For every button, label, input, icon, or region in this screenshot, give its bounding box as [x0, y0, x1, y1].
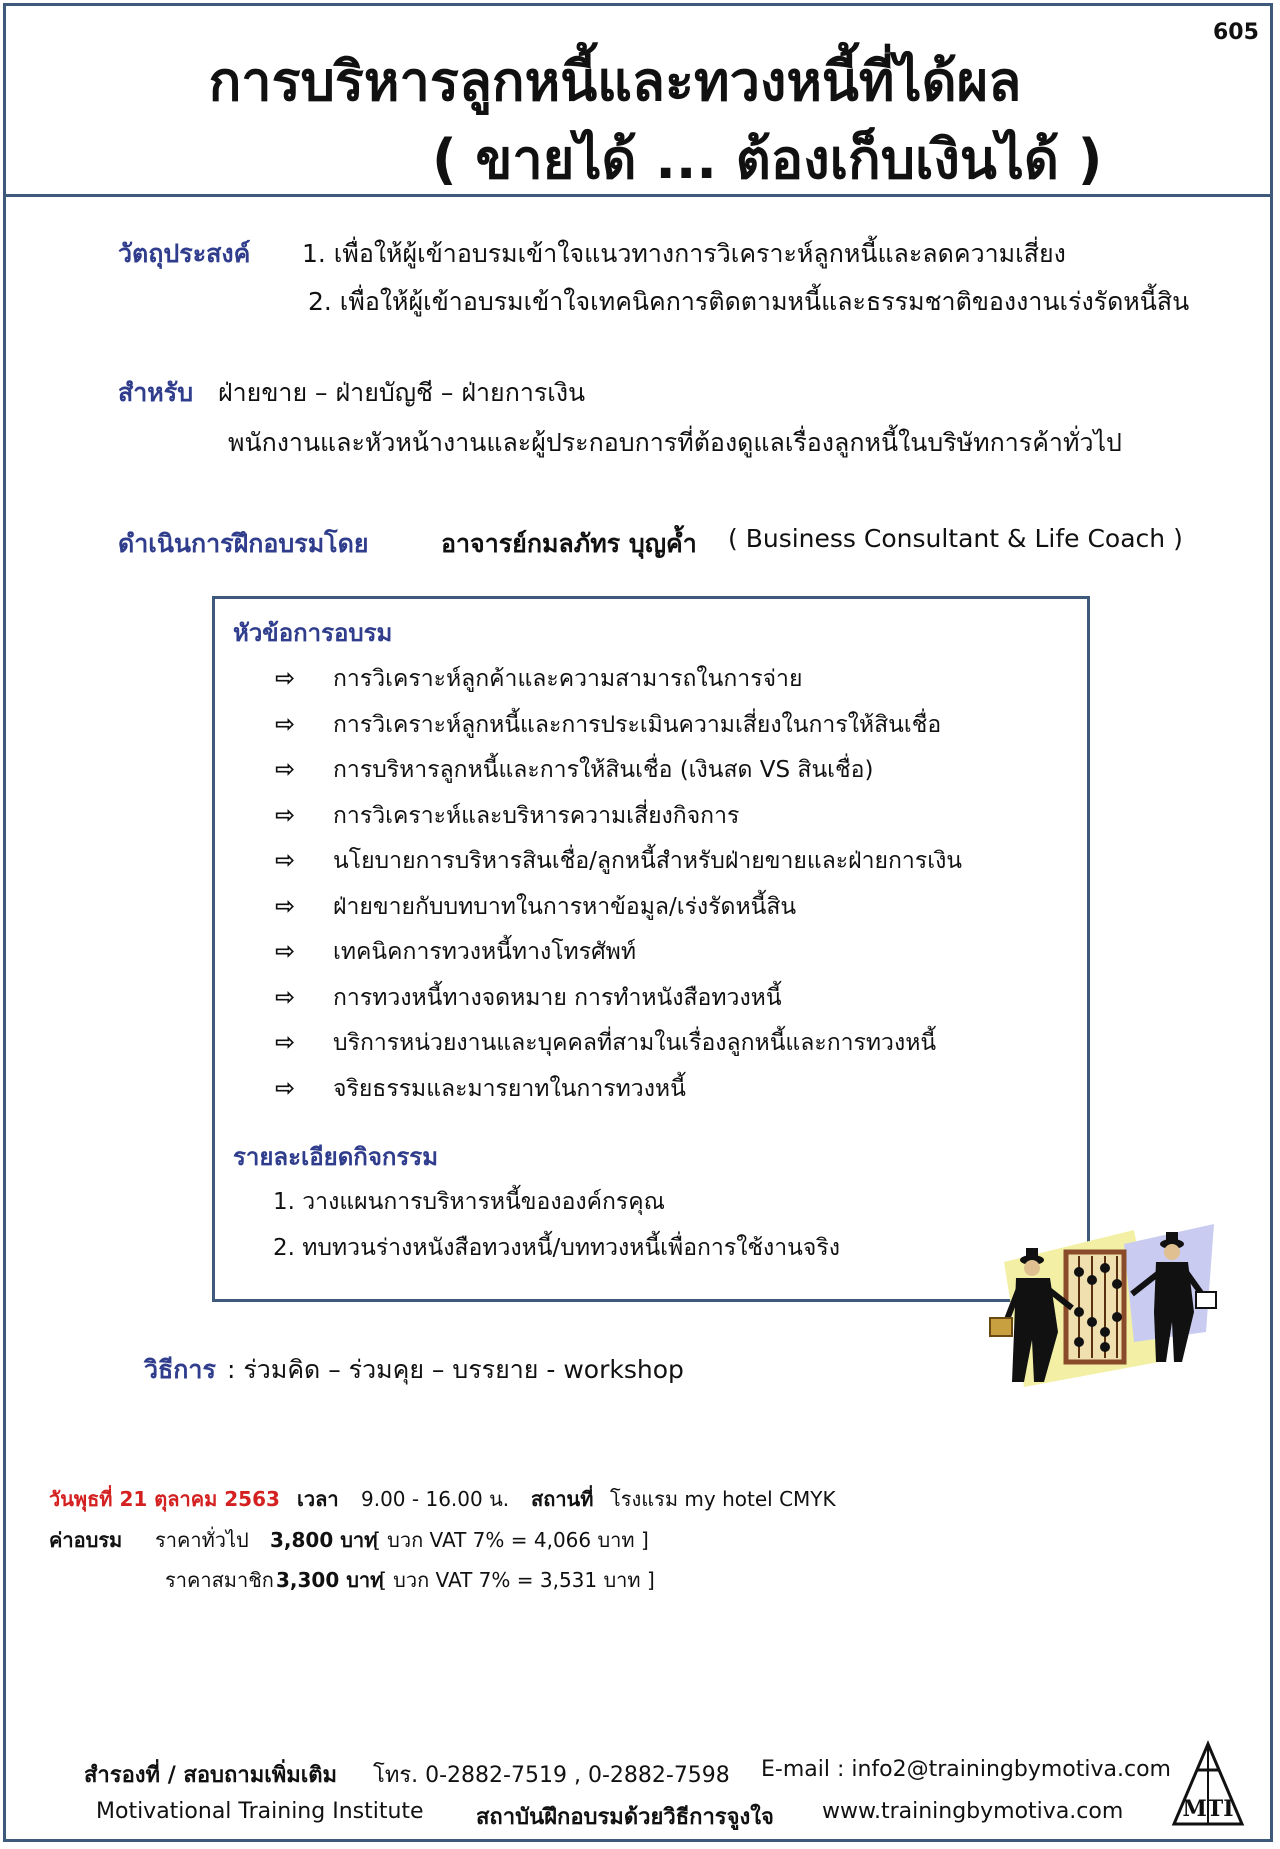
- place-label: สถานที่: [531, 1487, 594, 1511]
- general-price-label: ราคาทั่วไป: [155, 1528, 249, 1552]
- topic-text: เทคนิคการทวงหนี้ทางโทรศัพท์: [333, 939, 636, 965]
- trainer-name: อาจารย์กมลภัทร บุญค้ำ: [441, 529, 697, 558]
- method-label: วิธีการ: [144, 1355, 216, 1384]
- topic-item: [275, 707, 941, 737]
- arrow-right-icon: ⇨: [275, 846, 296, 874]
- arrow-right-icon: ⇨: [275, 1028, 296, 1056]
- trainer-role: ( Business Consultant & Life Coach ): [728, 524, 1183, 553]
- audience-line-1: ฝ่ายขาย – ฝ่ายบัญชี – ฝ่ายการเงิน: [218, 378, 586, 407]
- member-price: 3,300 บาท: [276, 1568, 384, 1592]
- objectives-label: วัตถุประสงค์: [118, 239, 251, 268]
- topic-item: [275, 752, 873, 782]
- topic-text: ฝ่ายขายกับบทบาทในการหาข้อมูล/เร่งรัดหนี้สิน: [333, 893, 797, 920]
- objective-1: 1. เพื่อให้ผู้เข้าอบรมเข้าใจแนวทางการวิเคราะห์ลูกหนี้และลดความเสี่ยง: [302, 239, 1066, 268]
- fee-label: ค่าอบรม: [49, 1528, 123, 1552]
- general-price-vat: [ บวก VAT 7% = 4,066 บาท ]: [373, 1528, 649, 1552]
- course-outline-box: [212, 596, 1090, 1302]
- activity-2: 2. ทบทวนร่างหนังสือทวงหนี้/บททวงหนี้เพื่อการใช้งานจริง: [273, 1235, 840, 1261]
- contact-phone: โทร. 0-2882-7519 , 0-2882-7598: [373, 1763, 730, 1788]
- place-value: โรงแรม my hotel CMYK: [610, 1487, 836, 1511]
- arrow-right-icon: ⇨: [275, 709, 296, 738]
- page-title: การบริหารลูกหนี้และทวงหนี้ที่ได้ผล: [208, 50, 1022, 113]
- contact-email[interactable]: E-mail : info2@trainingbymotiva.com: [761, 1757, 1171, 1782]
- activities-heading: รายละเอียดกิจกรรม: [233, 1143, 439, 1171]
- topic-text: บริการหน่วยงานและบุคคลที่สามในเรื่องลูกหนี้และการทวงหนี้: [333, 1030, 937, 1056]
- member-price-vat: [ บวก VAT 7% = 3,531 บาท ]: [379, 1568, 655, 1592]
- topic-item: [275, 934, 636, 964]
- topic-text: การวิเคราะห์ลูกค้าและความสามารถในการจ่าย: [333, 666, 803, 692]
- topic-text: การบริหารลูกหนี้และการให้สินเชื่อ (เงินสด VS สินเชื่อ): [333, 757, 874, 783]
- topic-text: การวิเคราะห์ลูกหนี้และการประเมินความเสี่ยงในการให้สินเชื่อ: [333, 711, 942, 738]
- arrow-right-icon: ⇨: [275, 1073, 296, 1102]
- topic-item: [275, 889, 796, 919]
- arrow-right-icon: ⇨: [275, 800, 296, 829]
- mti-logo: [1168, 1740, 1248, 1830]
- arrow-right-icon: ⇨: [275, 755, 296, 783]
- org-name-th: สถาบันฝึกอบรมด้วยวิธีการจูงใจ: [476, 1805, 774, 1830]
- topic-item: [275, 980, 782, 1010]
- activity-1: 1. วางแผนการบริหารหนี้ขององค์กรคุณ: [273, 1189, 665, 1215]
- document-number: 605: [1213, 20, 1259, 45]
- audience-line-2: พนักงานและหัวหน้างานและผู้ประกอบการที่ต้องดูแลเรื่องลูกหนี้ในบริษัทการค้าทั่วไป: [228, 428, 1122, 457]
- topic-text: การทวงหนี้ทางจดหมาย การทำหนังสือทวงหนี้: [333, 984, 782, 1011]
- topic-item: [275, 843, 962, 873]
- topic-item: [275, 661, 802, 691]
- arrow-right-icon: ⇨: [275, 937, 296, 965]
- topic-item: [275, 1025, 936, 1055]
- method-text: : ร่วมคิด – ร่วมคุย – บรรยาย - workshop: [227, 1355, 684, 1384]
- general-price: 3,800 บาท: [270, 1528, 378, 1552]
- audience-label: สำหรับ: [118, 378, 194, 407]
- topic-item: [275, 1071, 686, 1101]
- topic-text: นโยบายการบริหารสินเชื่อ/ลูกหนี้สำหรับฝ่ายขายและฝ่ายการเงิน: [333, 848, 963, 874]
- trainer-label: ดำเนินการฝึกอบรมโดย: [118, 529, 369, 558]
- topic-item: [275, 798, 739, 828]
- member-price-label: ราคาสมาชิก: [165, 1568, 274, 1592]
- topic-text: จริยธรรมและมารยาทในการทวงหนี้: [333, 1075, 686, 1102]
- time-value: 9.00 - 16.00 น.: [361, 1487, 510, 1511]
- svg-text:MTI: MTI: [1182, 1796, 1234, 1822]
- business-men-abacus-illustration: [984, 1222, 1224, 1392]
- website-link[interactable]: www.trainingbymotiva.com: [822, 1799, 1124, 1824]
- arrow-right-icon: ⇨: [275, 891, 296, 920]
- arrow-right-icon: ⇨: [275, 982, 296, 1011]
- contact-label: สำรองที่ / สอบถามเพิ่มเติม: [84, 1763, 338, 1788]
- schedule-date: วันพุธที่ 21 ตุลาคม 2563: [49, 1487, 280, 1511]
- org-name-en: Motivational Training Institute: [96, 1799, 424, 1824]
- arrow-right-icon: ⇨: [275, 664, 296, 692]
- topic-text: การวิเคราะห์และบริหารความเสี่ยงกิจการ: [333, 802, 740, 829]
- time-label: เวลา: [297, 1487, 339, 1511]
- objective-2: 2. เพื่อให้ผู้เข้าอบรมเข้าใจเทคนิคการติดตามหนี้และธรรมชาติของงานเร่งรัดหนี้สิน: [308, 287, 1190, 316]
- topics-heading: หัวข้อการอบรม: [233, 619, 393, 647]
- page-subtitle: ( ขายได้ ... ต้องเก็บเงินได้ ): [432, 128, 1103, 191]
